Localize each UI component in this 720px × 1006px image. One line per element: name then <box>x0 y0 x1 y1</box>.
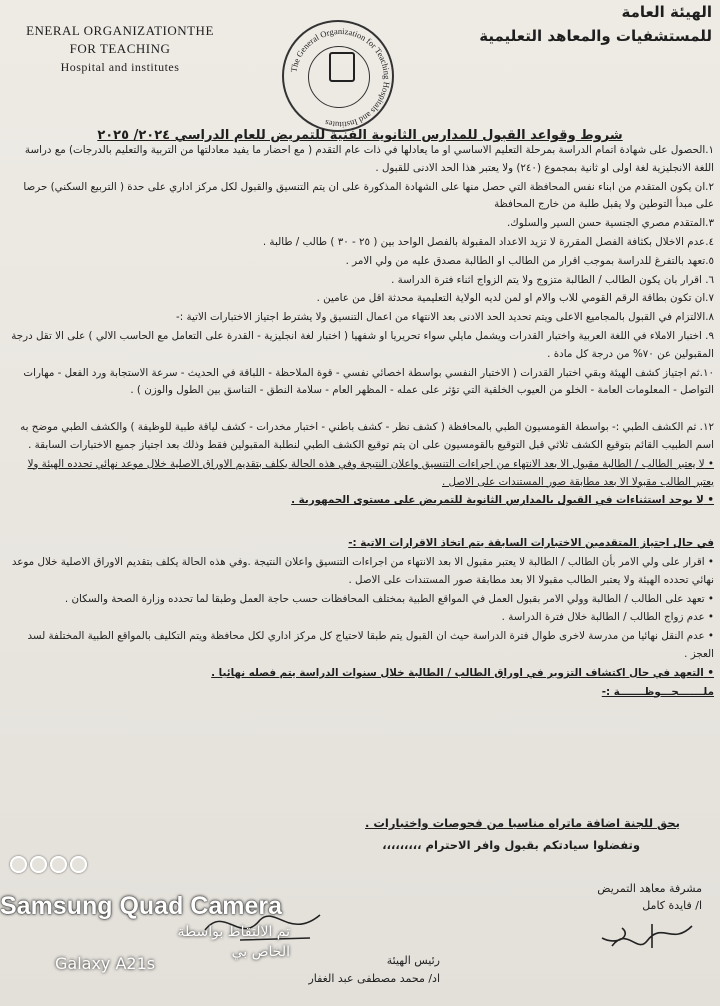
bullet-b-3: • عدم زواج الطالب / الطالبة خلال فترة الدراسة . <box>501 611 714 624</box>
camera-lens-icon <box>10 856 90 877</box>
camera-brand: Samsung Quad Camera <box>0 892 283 920</box>
closing-line2: وتفضلوا سيادتكم بقبول وافر الاحترام ،،،،،،،،، <box>382 838 640 852</box>
bullet-b-5-text: التعهد في حال اكتشاف التزوير في اوراق الطالب / الطالبة خلال سنوات الدراسة يتم فصله نهائيا . <box>211 666 704 679</box>
bullet-b-1: • اقرار على ولي الامر بأن الطالب / الطالبة لا يعتبر مقبول الا بعد الانتهاء من اجراءات التنسيق واعلان النتيجة .وفي هذه الحالة يكلف بتقديم الاوراق الاصلية خلال موعد نهائي تحدده الهيئة ولا يعتبر الطالب مقبولا الا بعد مطابقة صور المستندات على الاصل . <box>11 555 714 586</box>
header-english <box>0 22 240 76</box>
condition-5: ٥.تعهد بالتفرغ للدراسة بموجب اقرار من الطالب او الطالبة مصدق عليه من ولي الامر . <box>345 254 714 267</box>
conditions-body <box>6 142 714 702</box>
organization-seal-icon <box>282 20 394 132</box>
header-en-line2: FOR TEACHING <box>69 41 171 56</box>
condition-3: ٣.المتقدم مصري الجنسية حسن السير والسلوك. <box>507 217 714 230</box>
condition-8: ٨.الالتزام في القبول بالمجاميع الاعلى ويتم تحديد الحد الادنى بعد الانتهاء من اعمال التنسيق ولا يشترط اجتياز الاختبارات الاتية :- <box>176 311 714 324</box>
document-title: شروط وقواعد القبول للمدارس الثانوية الفنية للتمريض للعام الدراسي ٢٠٢٤/ ٢٠٢٥ <box>97 128 623 143</box>
condition-2: ٢.ان يكون المتقدم من ابناء نفس المحافظة التي حصل منها على الشهادة المذكورة على ان يتم التنسيق والقبول لكل مركز اداري على حدة ( التربيع السكني) حرصا على مبدأ التوطين ولا يقبل طلبة من خارج المحافظة <box>23 180 714 211</box>
camera-caption-line1: تم الالتقاط بواسطة <box>177 924 290 940</box>
signature-supervisor <box>502 880 702 961</box>
bullet-b-3-text: عدم زواج الطالب / الطالبة خلال فترة الدراسة . <box>501 611 705 624</box>
closing-block <box>80 812 680 856</box>
bullet-b-2: • تعهد على الطالب / الطالبة وولي الامر بقبول العمل في المواقع الطبية بمختلف المحافظات حسب حاجة العمل وطبقا لما تحدده وزارة الصحة والسكان . <box>64 592 714 605</box>
closing-line1: يحق للجنة اضافة ماتراه مناسبا من فحوصات واختبارات . <box>365 816 680 830</box>
bullet-b-4: • عدم النقل نهائيا من مدرسة لاخرى طوال فترة الدراسة حيث ان القبول يتم طبقا لاحتياج كل مركز اداري لكل محافظة ويتم التكليف بالمواقع الطبية المختلفة لسد العجز . <box>27 630 714 660</box>
condition-10: ١٠.ثم اجتياز كشف الهيئة وبقي اختبار القدرات ( الاختبار النفسي بواسطة اخصائي نفسي - قوة الملاحظة - اللباقة في الحديث - سرعة الاستجابة ورد الفعل - مهارات التواصل - المعلومات العامة - الخلو من العيوب الخلقية التي تؤثر على عمله - المظهر العام - سلامة النطق - التناسق بين الطول والوزن ) . <box>23 366 714 397</box>
bullet-b-4-text: عدم النقل نهائيا من مدرسة لاخرى طوال فترة الدراسة حيث ان القبول يتم طبقا لاحتياج كل مركز اداري لكل محافظة ويتم التكليف بالمواقع الطبية المختلفة لسد العجز . <box>27 630 714 660</box>
supervisor-name: ا/ فايدة كامل <box>642 899 702 912</box>
bullet-a-2-text: لا يوجد استثناءات في القبول بالمدارس الثانوية للتمريض على مستوى الجمهورية . <box>291 494 704 507</box>
bullet-a-2: • لا يوجد استثناءات في القبول بالمدارس الثانوية للتمريض على مستوى الجمهورية . <box>291 494 714 507</box>
supervisor-title: مشرفة معاهد التمريض <box>597 882 702 895</box>
condition-12: ١٢. ثم الكشف الطبي :- بواسطة القومسيون الطبي بالمحافظة ( كشف نظر - كشف باطني - اختبار مخدرات - كشف لياقة طبية للوظيفة ) والكشف الطبي موضح به اسم الطبيب القائم بتوقيع الكشف ثلاثي قبل التوقيع بالقومسيون على ان يتم توقيع الكشف الطبي لنطلبة المقبولين فقط وذلك بعد اجتياز جميع الاختبارات السابقة . <box>20 421 714 451</box>
header-ar-line2: للمستشفيات والمعاهد التعليمية <box>479 27 712 45</box>
header-ar-line1: الهيئة العامة <box>621 3 712 21</box>
condition-1: ١.الحصول على شهادة اتمام الدراسة بمرحلة التعليم الاساسي او ما يعادلها في ذات عام التقدم ( مع احضار ما يفيد معادلتها من التربية والتعليم بالدرجات) مع دراسة اللغة الانجليزية لغة اولى او ثانية بمجموع (٢٤٠) ولا يعتبر هذا الحد الادنى للقبول . <box>24 144 714 174</box>
seal-logo-icon <box>329 52 355 82</box>
camera-caption-line2: الخاص بي <box>231 944 290 960</box>
bullet-b-1-text: اقرار على ولي الامر بأن الطالب / الطالبة لا يعتبر مقبول الا بعد الانتهاء من اجراءات التنسيق واعلان النتيجة .وفي هذه الحالة يكلف بتقديم الاوراق الاصلية خلال موعد نهائي تحدده الهيئة ولا يعتبر الطالب مقبولا الا بعد مطابقة صور المستندات على الاصل . <box>11 555 714 586</box>
camera-model: Galaxy A21s <box>55 954 156 973</box>
condition-4: ٤.عدم الاخلال بكثافة الفصل المقررة لا تزيد الاعداد المقبولة بالفصل الواحد بين ( ٢٥ - ٣٠ ) طالب / طالبة . <box>262 235 714 248</box>
seal-text: The General Organization for Teaching Hospitals and Institutes <box>288 25 393 131</box>
president-title: رئيس الهيئة <box>386 954 440 967</box>
bullet-a-1-text: لا يعتبر الطالب / الطالبة مقبول الا بعد الانتهاء من اجراءات التنسيق واعلان النتيجة وفي هذه الحالة يكلف بتقديم الاوراق الاصلية خلال موعد نهائي تحدده الهيئة ولا يعتبر الطالب مقبولا الا بعد مطابقة صور المستندات على الاصل . <box>27 457 714 488</box>
condition-6: ٦. اقرار بان يكون الطالب / الطالبة متزوج ولا يتم الزواج اثناء فترة الدراسة . <box>391 273 714 286</box>
condition-7: ٧.ان تكون بطاقة الرقم القومي للاب والام او لمن لديه الولاية التعليمية محدثة اقل من عامين . <box>316 292 714 305</box>
header-en-line1: ENERAL ORGANIZATIONTHE <box>26 23 214 38</box>
note-label: ملـــــــحـــوظـــــــة :- <box>601 685 714 698</box>
condition-9: ٩. اختبار الاملاء في اللغة العربية واختبار القدرات ويشمل مايلي سواء تحريريا او شفهيا ( اختبار لغة انجليزية - القدرة على التعامل مع الحاسب الالي ) على الا تقل درجة المقبولين عن ٧٠% من درجة كل مادة . <box>11 329 714 360</box>
bullet-b-2-text: تعهد على الطالب / الطالبة وولي الامر بقبول العمل في المواقع الطبية بمختلف المحافظات حسب حاجة العمل وطبقا لما تحدده وزارة الصحة والسكان . <box>64 592 705 605</box>
bullet-b-5: • التعهد في حال اكتشاف التزوير في اوراق الطالب / الطالبة خلال سنوات الدراسة يتم فصله نهائيا . <box>211 666 714 679</box>
supervisor-signature-icon <box>592 916 702 956</box>
header-en-line3: Hospital and institutes <box>60 60 180 74</box>
bullet-a-1: • لا يعتبر الطالب / الطالبة مقبول الا بعد الانتهاء من اجراءات التنسيق واعلان النتيجة وفي هذه الحالة يكلف بتقديم الاوراق الاصلية خلال موعد نهائي تحدده الهيئة ولا يعتبر الطالب مقبولا الا بعد مطابقة صور المستندات على الاصل . <box>27 457 714 488</box>
header-arabic <box>412 0 712 48</box>
section-b-title: في حال اجتياز المتقدمين الاختبارات السابقة يتم اتخاذ الاقرارات الاتية :- <box>348 537 714 550</box>
camera-watermark <box>0 856 360 986</box>
president-name: اد/ محمد مصطفى عبد الغفار <box>308 972 440 985</box>
